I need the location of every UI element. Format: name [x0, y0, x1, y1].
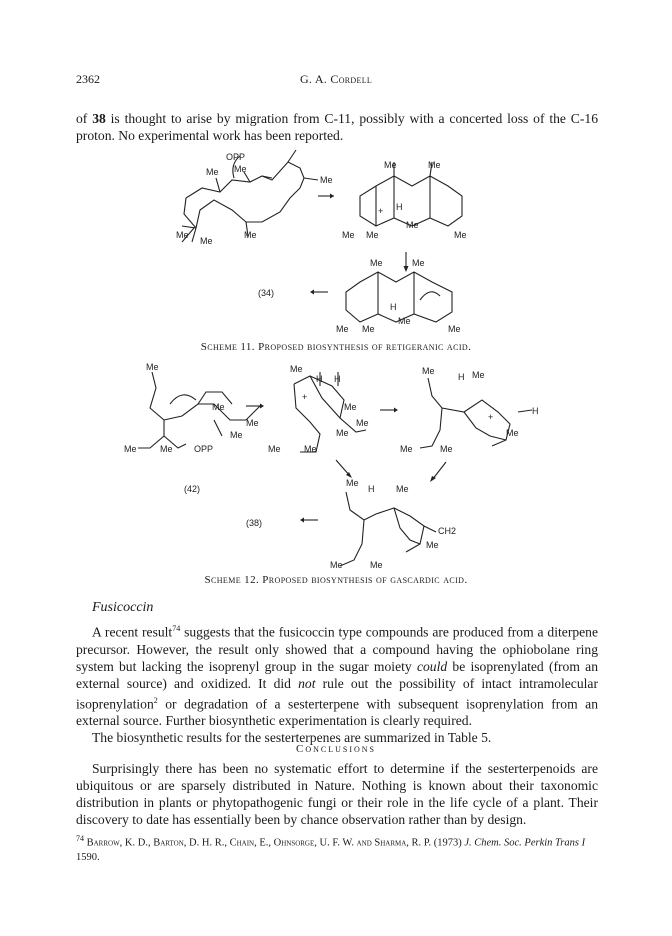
- svg-text:Me: Me: [344, 402, 357, 412]
- compound-34-label: (34): [258, 288, 275, 298]
- svg-text:Me: Me: [244, 230, 257, 240]
- svg-text:Me: Me: [146, 362, 159, 372]
- svg-text:Me: Me: [176, 230, 189, 240]
- svg-text:Me: Me: [230, 430, 243, 440]
- svg-text:Me: Me: [336, 324, 349, 334]
- compound-38-label: (38): [246, 518, 263, 528]
- compound-number: 38: [92, 111, 106, 126]
- svg-text:H: H: [458, 372, 465, 382]
- svg-text:Me: Me: [346, 478, 359, 488]
- svg-text:Me: Me: [384, 160, 397, 170]
- scheme-12-structure-d: [330, 478, 456, 570]
- svg-text:Me: Me: [396, 484, 409, 494]
- compound-42-label: (42): [184, 484, 201, 494]
- svg-text:Me: Me: [160, 444, 173, 454]
- svg-text:Me: Me: [412, 258, 425, 268]
- svg-text:Me: Me: [506, 428, 519, 438]
- svg-text:Me: Me: [268, 444, 281, 454]
- svg-text:Me: Me: [426, 540, 439, 550]
- svg-text:Me: Me: [400, 444, 413, 454]
- section-heading-fusicoccin: Fusicoccin: [92, 600, 154, 615]
- scheme-12-structure-b: [268, 364, 369, 454]
- page-number: 2362: [76, 72, 100, 86]
- scheme-12-caption: Scheme 12. Proposed biosynthesis of gascardic acid.: [204, 574, 468, 586]
- svg-text:Me: Me: [366, 230, 379, 240]
- svg-text:Me: Me: [448, 324, 461, 334]
- scheme-12-structure-a: [124, 362, 260, 454]
- svg-text:Me: Me: [206, 167, 219, 177]
- svg-text:+: +: [488, 412, 494, 422]
- svg-text:Me: Me: [246, 418, 259, 428]
- svg-text:Me: Me: [342, 230, 355, 240]
- svg-text:Me: Me: [370, 560, 383, 570]
- svg-text:Me: Me: [290, 364, 303, 374]
- svg-text:Me: Me: [330, 560, 343, 570]
- svg-text:H: H: [316, 374, 323, 384]
- svg-text:Me: Me: [200, 236, 213, 246]
- svg-text:Me: Me: [398, 316, 411, 326]
- svg-text:Me: Me: [440, 444, 453, 454]
- svg-text:CH2: CH2: [438, 526, 457, 536]
- svg-text:Me: Me: [428, 160, 441, 170]
- svg-text:Me: Me: [336, 428, 349, 438]
- svg-text:Me: Me: [406, 220, 419, 230]
- svg-text:Me: Me: [320, 175, 333, 185]
- svg-text:Me: Me: [362, 324, 375, 334]
- svg-text:Me: Me: [234, 164, 247, 174]
- running-title: G. A. Cordell: [299, 72, 373, 86]
- svg-text:H: H: [368, 484, 375, 494]
- svg-text:Me: Me: [422, 366, 435, 376]
- svg-text:OPP: OPP: [194, 444, 214, 454]
- fusicoccin-paragraph: A recent result$^{74}$ suggests that the fusicoccin type compounds are produced from a diterpene precursor. However, the result only showed that a compound having the ophiobolane ring system but lacking the isoprenyl group in the sugar moiety could be isoprenylated (from an external source) and oxidized. It did not rule out the possibility of intact intramolecular isoprenylation$^2$ or degradation of a sesterterpene with subsequent isoprenylation from an external source. Further biosynthetic experimentation is clearly required. The biosynthetic results for the sesterterpenes are summarized in Table 5.: [76, 624, 599, 746]
- svg-text:OPP: OPP: [226, 152, 246, 162]
- svg-text:Me: Me: [454, 230, 467, 240]
- section-heading-conclusions: Conclusions: [295, 743, 376, 755]
- svg-text:Me: Me: [356, 418, 369, 428]
- svg-text:Me: Me: [124, 444, 137, 454]
- svg-text:H: H: [334, 374, 341, 384]
- intro-paragraph: of 38 is thought to arise by migration from C-11, possibly with a concerted loss of the C-16 proton. No experimental work has been reported.: [76, 111, 598, 143]
- footnote-74: $^{74}$ Barrow, K. D., Barton, D. H. R., Chain, E., Ohnsorge, U. F. W. and Sharma, R. P. (1973) J. Chem. Soc. Perkin Trans I 1590.: [76, 834, 586, 863]
- svg-text:Me: Me: [370, 258, 383, 268]
- svg-text:Me: Me: [212, 402, 225, 412]
- scheme-12-structure-c: [400, 366, 539, 454]
- svg-text:Me: Me: [472, 370, 485, 380]
- conclusions-paragraph: Surprisingly there has been no systematic effort to determine if the sesterterpenoids are ubiquitous or are sparsely distributed in Nature. Nothing is known about their taxonomic distribution in plants or phytopathogenic fungi or their role in the life cycle of a plant. Their discovery to date has essentially been by chance observation rather than by design.: [76, 761, 598, 827]
- svg-text:+: +: [302, 392, 308, 402]
- svg-text:H: H: [390, 302, 397, 312]
- scheme-11-caption: Scheme 11. Proposed biosynthesis of retigeranic acid.: [200, 341, 472, 353]
- svg-text:H: H: [396, 202, 403, 212]
- svg-text:+: +: [378, 206, 384, 216]
- svg-text:Me: Me: [304, 444, 317, 454]
- svg-text:H: H: [532, 406, 539, 416]
